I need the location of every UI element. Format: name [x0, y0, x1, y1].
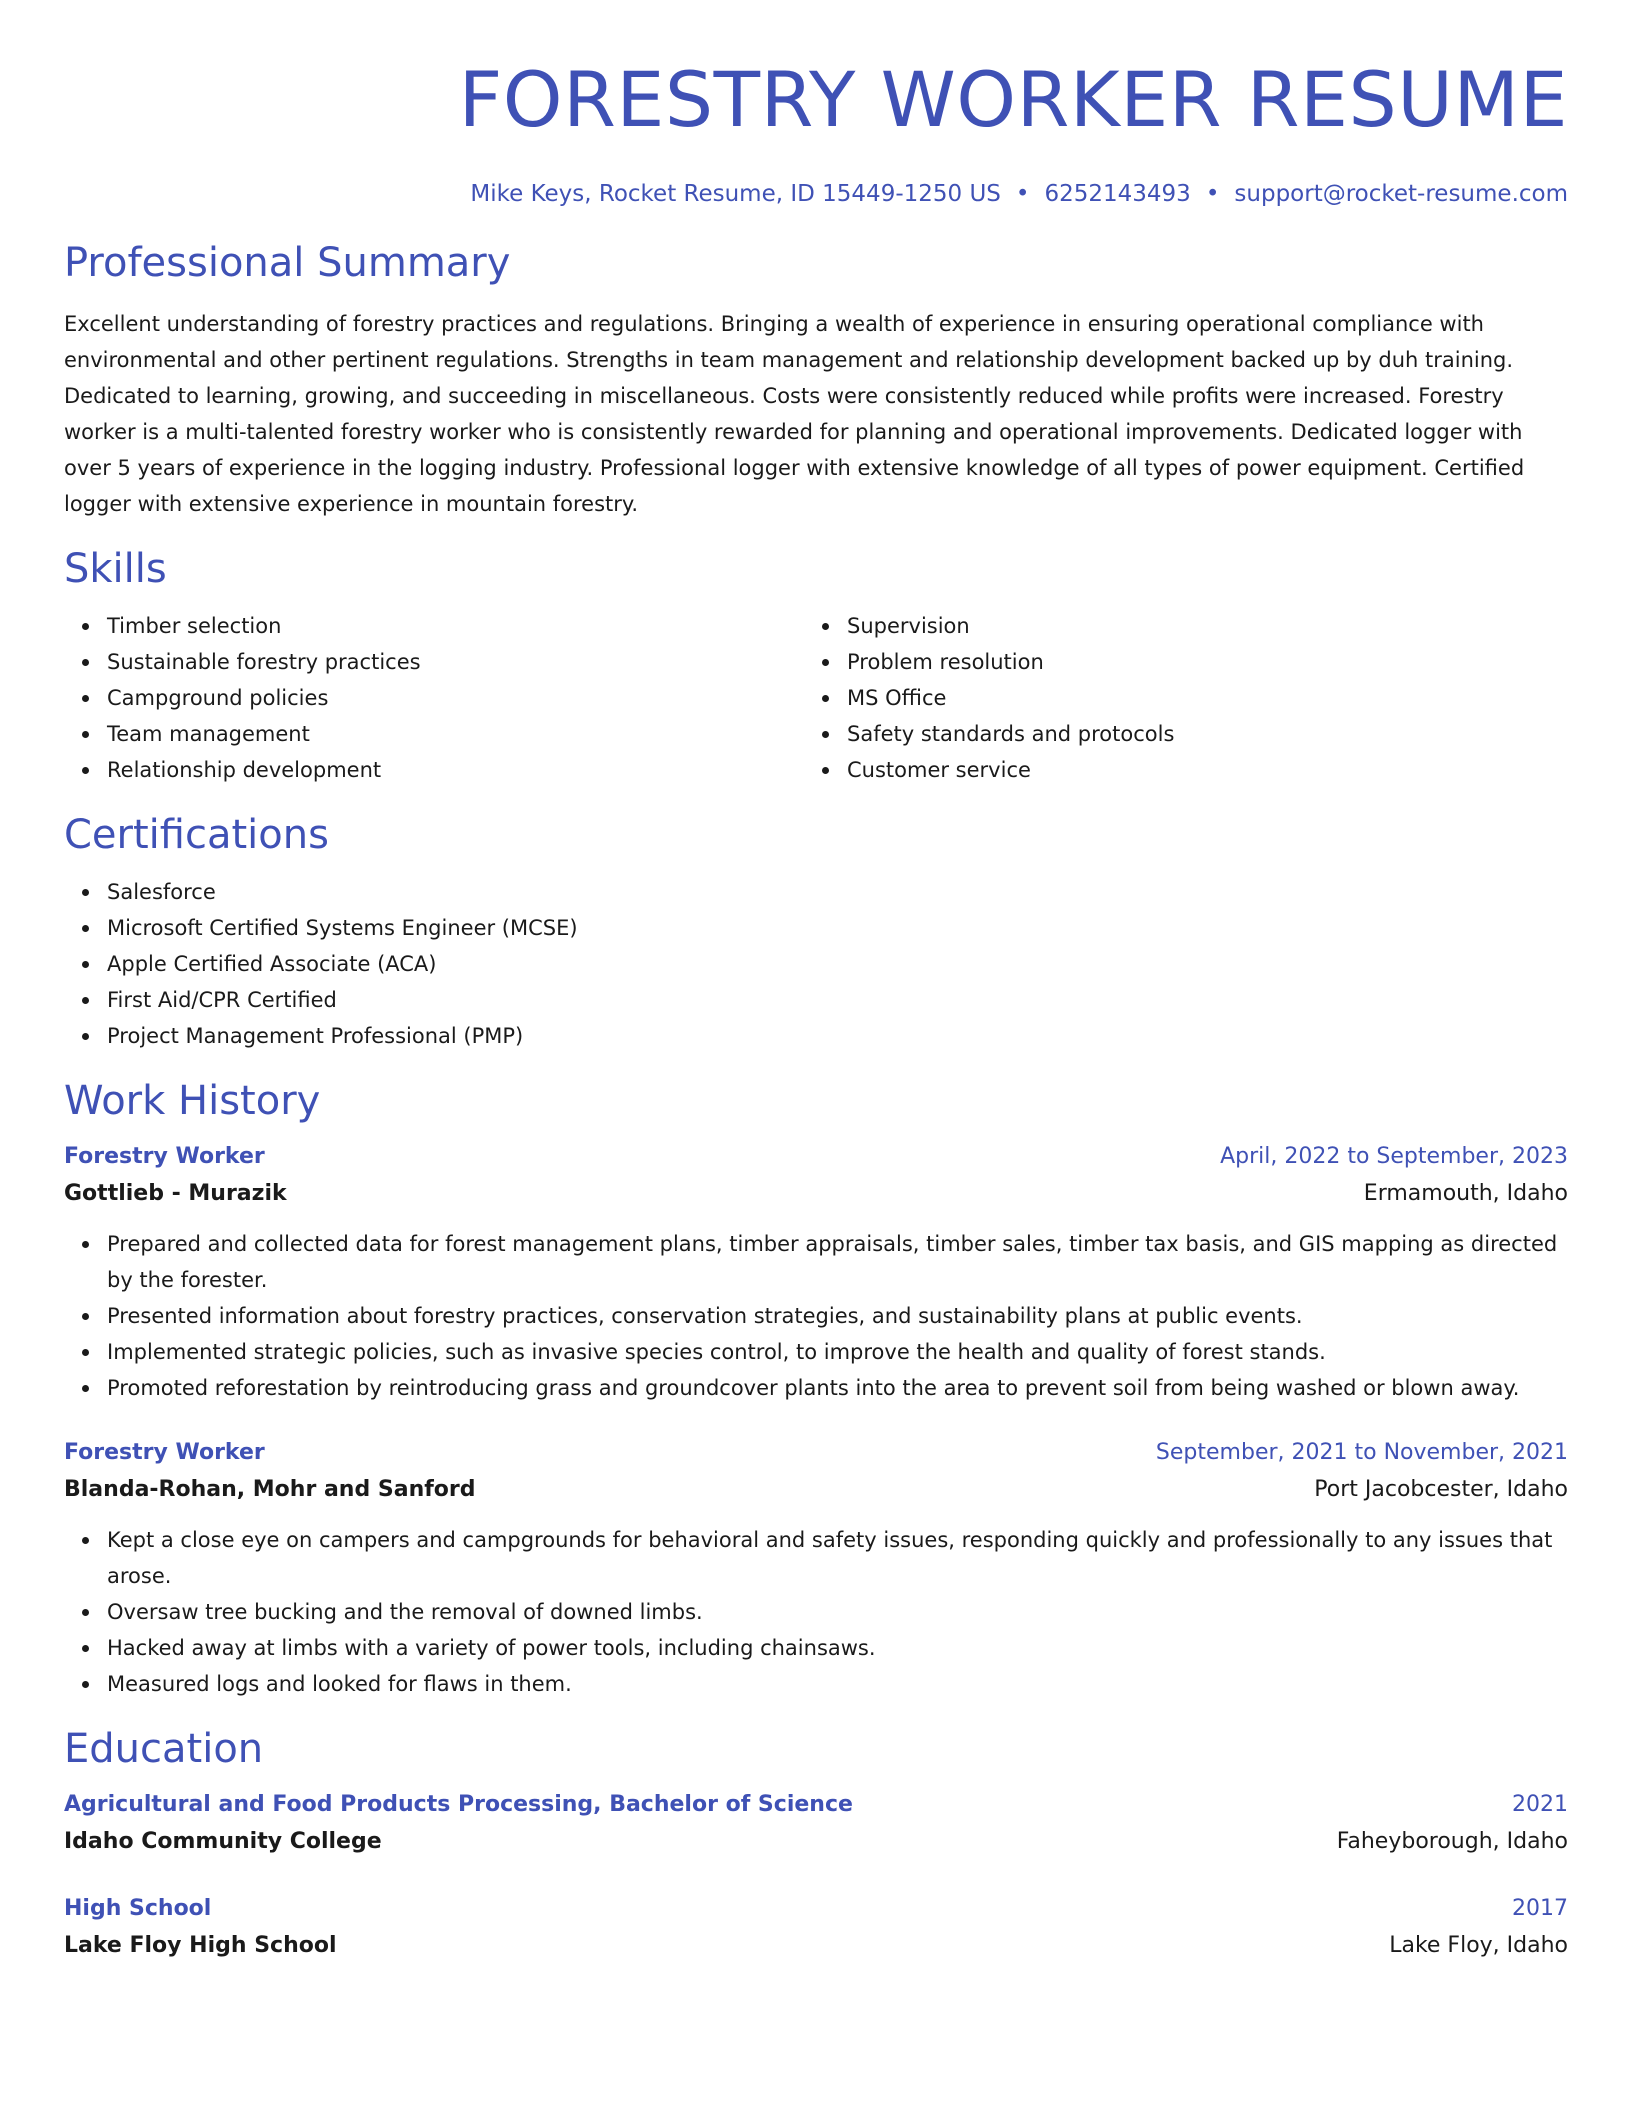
skill-item: Supervision	[804, 608, 1544, 644]
job-header-row	[64, 1436, 1568, 1470]
skills-heading: Skills	[64, 546, 167, 592]
education-year: 2021	[1512, 1792, 1568, 1817]
skill-item: Problem resolution	[804, 644, 1544, 680]
summary-section	[64, 238, 1568, 522]
certifications-section	[64, 810, 1568, 1054]
job-entry	[64, 1140, 1568, 1406]
education-degree: High School	[64, 1896, 212, 1921]
certification-item: First Aid/CPR Certified	[64, 982, 1568, 1018]
education-school-row	[64, 1822, 1568, 1862]
contact-email: support@rocket-resume.com	[1234, 181, 1568, 207]
skill-item: Team management	[64, 716, 804, 752]
education-school: Idaho Community College	[64, 1829, 382, 1854]
contact-line	[64, 178, 1568, 210]
job-dates: April, 2022 to September, 2023	[1220, 1144, 1568, 1169]
job-dates: September, 2021 to November, 2021	[1155, 1440, 1568, 1465]
education-header-row	[64, 1788, 1568, 1822]
certifications-list	[64, 874, 1568, 1054]
job-bullet: Presented information about forestry practices, conservation strategies, and sustainability plans at public events.	[64, 1298, 1568, 1334]
job-title: Forestry Worker	[64, 1440, 265, 1465]
skill-item: Customer service	[804, 752, 1544, 788]
skills-section	[64, 544, 1568, 788]
job-company: Gottlieb - Murazik	[64, 1181, 287, 1206]
job-bullet: Implemented strategic policies, such as invasive species control, to improve the health and quality of forest stands.	[64, 1334, 1568, 1370]
contact-separator: •	[1205, 181, 1220, 207]
education-section	[64, 1724, 1568, 1966]
summary-text: Excellent understanding of forestry practices and regulations. Bringing a wealth of experience in ensuring operational compliance with environmental and other pertinent regulations. Strengths in team management and relationship development backed up by duh training. Dedicated to learning, growing, and succeeding in miscellaneous. Costs were consistently reduced while profits were increased. Forestry worker is a multi-talented forestry worker who is consistently rewarded for planning and operational improvements. Dedicated logger with over 5 years of experience in the logging industry. Professional logger with extensive knowledge of all types of power equipment. Certified logger with extensive experience in mountain forestry.	[64, 312, 1525, 516]
skill-item: MS Office	[804, 680, 1544, 716]
job-bullets	[64, 1522, 1568, 1702]
work-history-section	[64, 1076, 1568, 1702]
education-school-row	[64, 1926, 1568, 1966]
certification-item: Project Management Professional (PMP)	[64, 1018, 1568, 1054]
skill-item: Campground policies	[64, 680, 804, 716]
job-company-row	[64, 1174, 1568, 1214]
job-location: Port Jacobcester, Idaho	[1314, 1477, 1568, 1502]
education-location: Lake Floy, Idaho	[1389, 1933, 1568, 1958]
job-bullet: Prepared and collected data for forest management plans, timber appraisals, timber sales, timber tax basis, and GIS mapping as directed by the forester.	[64, 1226, 1568, 1298]
job-bullet: Promoted reforestation by reintroducing grass and groundcover plants into the area to prevent soil from being washed or blown away.	[64, 1370, 1568, 1406]
job-bullet: Measured logs and looked for flaws in them.	[64, 1666, 1568, 1702]
skills-grid	[64, 608, 1568, 788]
job-bullet: Hacked away at limbs with a variety of power tools, including chainsaws.	[64, 1630, 1568, 1666]
job-header-row	[64, 1140, 1568, 1174]
resume-title: FORESTRY WORKER RESUME	[458, 55, 1568, 144]
contact-separator: •	[1015, 181, 1030, 207]
certification-item: Microsoft Certified Systems Engineer (MCSE)	[64, 910, 1568, 946]
education-school: Lake Floy High School	[64, 1933, 337, 1958]
education-entry	[64, 1788, 1568, 1862]
education-header-row	[64, 1892, 1568, 1926]
job-location: Ermamouth, Idaho	[1363, 1181, 1568, 1206]
job-bullet: Kept a close eye on campers and campgrounds for behavioral and safety issues, responding quickly and professionally to any issues that arose.	[64, 1522, 1568, 1594]
job-company: Blanda-Rohan, Mohr and Sanford	[64, 1477, 476, 1502]
skill-item: Relationship development	[64, 752, 804, 788]
job-bullets	[64, 1226, 1568, 1406]
skill-item: Safety standards and protocols	[804, 716, 1544, 752]
summary-heading: Professional Summary	[64, 240, 511, 286]
education-degree: Agricultural and Food Products Processing, Bachelor of Science	[64, 1792, 853, 1817]
education-heading: Education	[64, 1726, 264, 1772]
skills-list-left	[64, 608, 804, 788]
certification-item: Apple Certified Associate (ACA)	[64, 946, 1568, 982]
skill-item: Sustainable forestry practices	[64, 644, 804, 680]
certification-item: Salesforce	[64, 874, 1568, 910]
work-history-heading: Work History	[64, 1078, 321, 1124]
education-year: 2017	[1512, 1896, 1568, 1921]
education-entry	[64, 1892, 1568, 1966]
job-entry	[64, 1436, 1568, 1702]
contact-address: Mike Keys, Rocket Resume, ID 15449-1250 US	[470, 181, 1001, 207]
contact-phone: 6252143493	[1044, 181, 1191, 207]
job-company-row	[64, 1470, 1568, 1510]
skill-item: Timber selection	[64, 608, 804, 644]
job-bullet: Oversaw tree bucking and the removal of downed limbs.	[64, 1594, 1568, 1630]
skills-list-right	[804, 608, 1544, 788]
job-title: Forestry Worker	[64, 1144, 265, 1169]
education-location: Faheyborough, Idaho	[1336, 1829, 1568, 1854]
certifications-heading: Certifications	[64, 812, 329, 858]
